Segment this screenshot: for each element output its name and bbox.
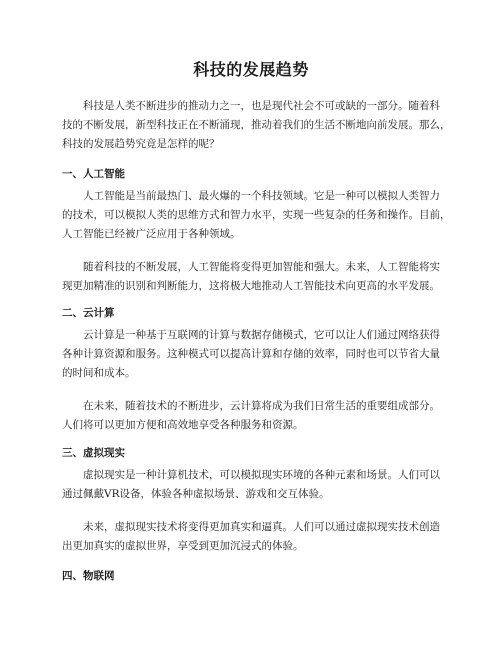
text-line: 虚拟现实是一种计算机技术，可以模拟现实环境的各种元素和场景。人们可以 xyxy=(83,469,440,481)
document-title: 科技的发展趋势 xyxy=(193,60,309,79)
text-line: 云计算是一种基于互联网的计算与数据存储模式，它可以让人们通过网络获得 xyxy=(83,329,440,341)
text-line: 出更加真实的虚拟世界，享受到更加沉浸式的体验。 xyxy=(62,540,304,552)
text-line: 科技的发展趋势究竟是怎样的呢？ xyxy=(62,138,220,150)
body-paragraph xyxy=(62,187,451,244)
text-line: 人们将可以更加方便和高效地享受各种服务和资源。 xyxy=(62,419,304,431)
body-paragraph xyxy=(62,466,442,504)
section-heading: 三、虚拟现实 xyxy=(62,447,125,459)
text-line: 科技是人类不断进步的推动力之一，也是现代社会不可或缺的一部分。随着科 xyxy=(83,100,440,112)
text-line: 各种计算资源和服务。这种模式可以提高计算和存储的效率，同时也可以节省大量 xyxy=(62,348,440,360)
body-paragraph xyxy=(62,258,442,296)
text-line: 随着科技的不断发展，人工智能将变得更加智能和强大。未来，人工智能将实 xyxy=(83,261,440,273)
text-line: 的时间和成本。 xyxy=(62,367,136,379)
text-line: 人工智能已经被广泛应用于各种领域。 xyxy=(62,228,241,240)
section-heading: 一、人工智能 xyxy=(62,168,125,180)
text-line: 在未来，随着技术的不断进步，云计算将成为我们日常生活的重要组成部分。 xyxy=(83,400,440,412)
text-line: 技的不断发展，新型科技正在不断涌现，推动着我们的生活不断地向前发展。那么， xyxy=(62,119,451,131)
section-heading: 四、物联网 xyxy=(62,570,115,582)
text-line: 现更加精准的识别和判断能力，这将极大地推动人工智能技术向更高的水平发展。 xyxy=(62,280,440,292)
text-line: 的技术，可以模拟人类的思维方式和智力水平，实现一些复杂的任务和操作。目前， xyxy=(62,209,451,221)
intro-paragraph xyxy=(62,97,451,154)
text-line: 通过佩戴VR设备，体验各种虚拟场景、游戏和交互体验。 xyxy=(62,488,330,500)
section-heading: 二、云计算 xyxy=(62,307,115,319)
text-line: 人工智能是当前最热门、最火爆的一个科技领域。它是一种可以模拟人类智力 xyxy=(83,190,440,202)
text-line: 未来，虚拟现实技术将变得更加真实和逼真。人们可以通过虚拟现实技术创造 xyxy=(83,521,440,533)
body-paragraph xyxy=(62,397,442,435)
body-paragraph xyxy=(62,326,442,383)
body-paragraph xyxy=(62,518,442,556)
